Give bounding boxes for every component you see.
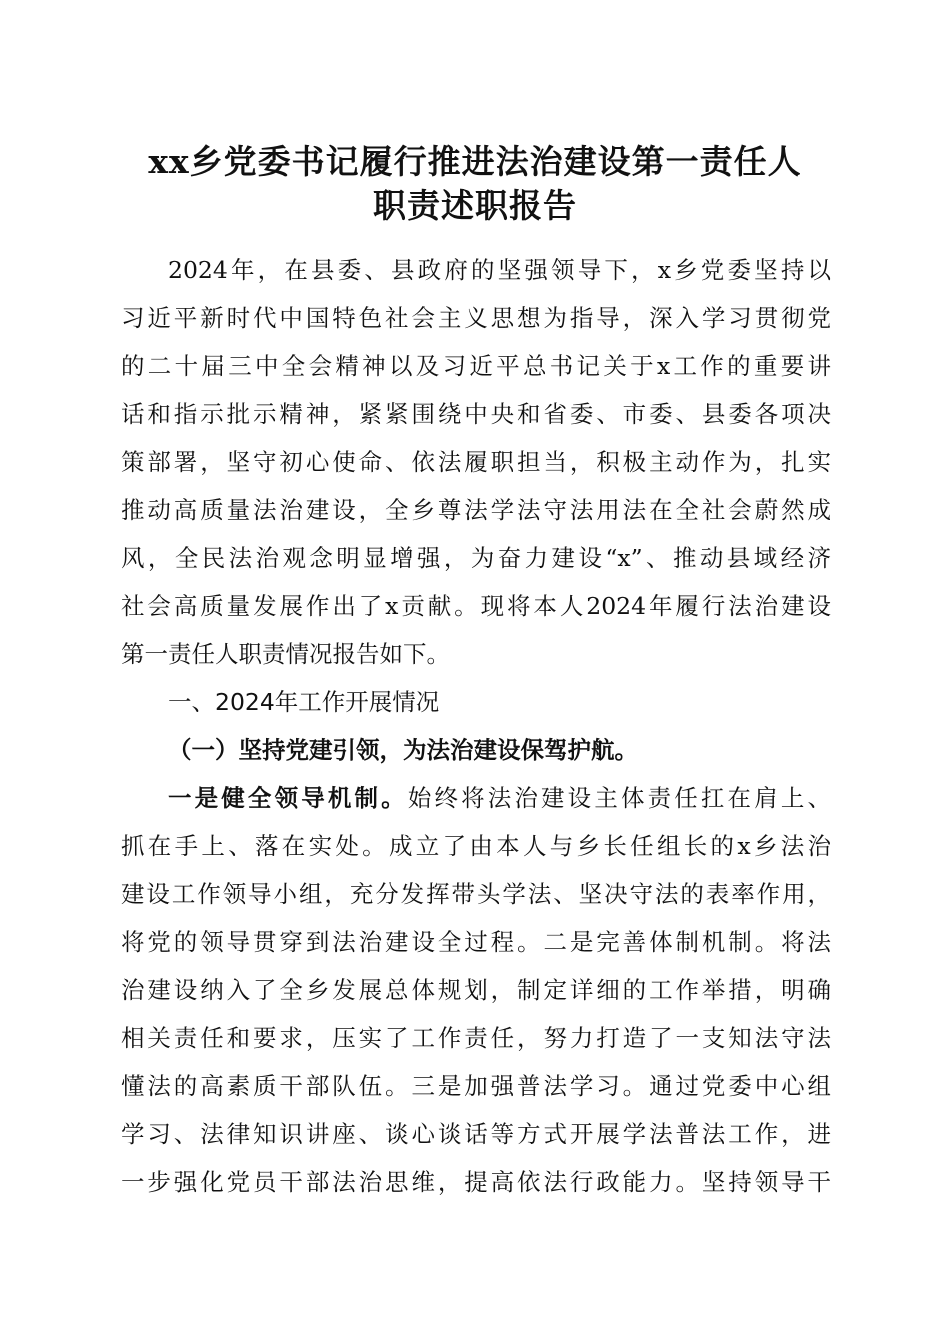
subsection-heading: （一）坚持党建引领，为法治建设保驾护航。 [168,736,638,764]
intro-paragraph-line: 策部署，坚守初心使命、依法履职担当，积极主动作为，扎实 [121,448,831,476]
body-line-lead: 一是健全领导机制。 [168,784,408,812]
body-paragraph-line: 抓在手上、落在实处。成立了由本人与乡长任组长的x乡法治 [121,832,831,860]
body-paragraph-line: 一步强化党员干部法治思维，提高依法行政能力。坚持领导干 [121,1168,831,1196]
body-paragraph-line [168,779,831,817]
intro-paragraph-line: 的二十届三中全会精神以及习近平总书记关于x工作的重要讲 [121,352,831,380]
intro-paragraph-line: 2024年，在县委、县政府的坚强领导下，x乡党委坚持以 [168,256,831,284]
section-heading: 一、2024年工作开展情况 [168,688,440,716]
body-paragraph-line: 学习、法律知识讲座、谈心谈话等方式开展学法普法工作，进 [121,1120,831,1148]
body-line-rest: 始终将法治建设主体责任扛在肩上、 [407,784,831,812]
body-paragraph-line: 治建设纳入了全乡发展总体规划，制定详细的工作举措，明确 [121,976,831,1004]
intro-paragraph-line: 第一责任人职责情况报告如下。 [121,640,450,668]
intro-paragraph-line: 风，全民法治观念明显增强，为奋力建设“x”、推动县域经济 [121,544,831,572]
body-paragraph-line: 懂法的高素质干部队伍。三是加强普法学习。通过党委中心组 [121,1072,831,1100]
intro-paragraph-line: 话和指示批示精神，紧紧围绕中央和省委、市委、县委各项决 [121,400,831,428]
body-paragraph-line: 相关责任和要求，压实了工作责任，努力打造了一支知法守法 [121,1024,831,1052]
intro-paragraph-line: 习近平新时代中国特色社会主义思想为指导，深入学习贯彻党 [121,304,831,332]
body-paragraph-line: 将党的领导贯穿到法治建设全过程。二是完善体制机制。将法 [121,928,831,956]
intro-paragraph-line: 推动高质量法治建设，全乡尊法学法守法用法在全社会蔚然成 [121,496,831,524]
document-title-line-2: 职责述职报告 [373,186,577,225]
intro-paragraph-line: 社会高质量发展作出了x贡献。现将本人2024年履行法治建设 [121,592,831,620]
body-paragraph-line: 建设工作领导小组，充分发挥带头学法、坚决守法的表率作用， [121,880,831,908]
document-title-line-1: xx乡党委书记履行推进法治建设第一责任人 [148,142,802,181]
